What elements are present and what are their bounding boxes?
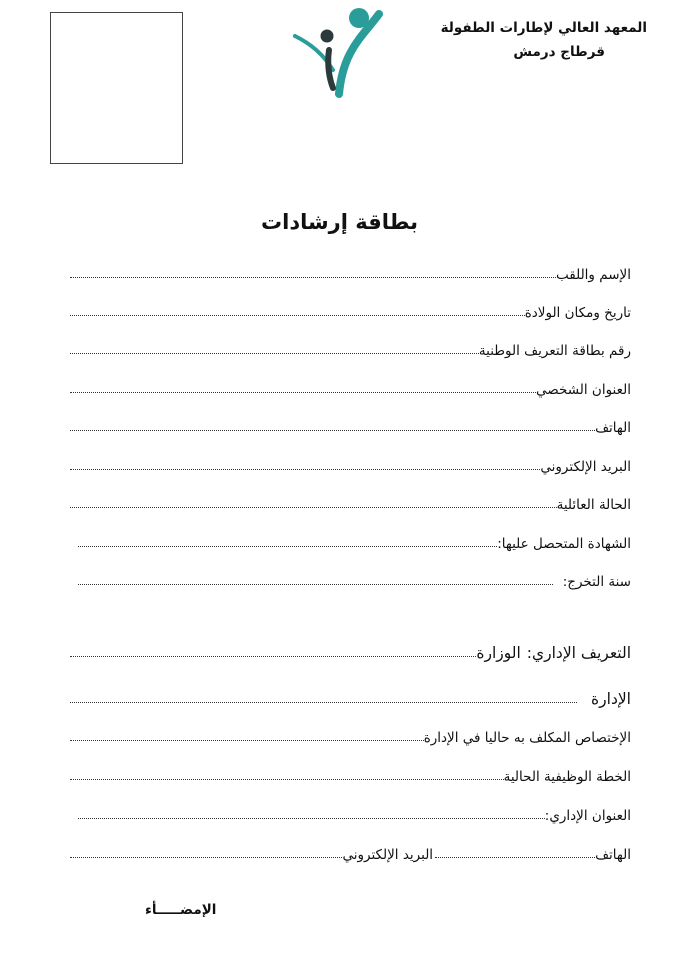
institution-line2: قرطاج درمش: [513, 44, 605, 60]
field-label: الخطة الوظيفية الحالية: [503, 769, 631, 785]
field-diploma[interactable]: [76, 524, 631, 552]
fill-line[interactable]: [70, 857, 342, 858]
field-label: سنة التخرج:: [562, 574, 631, 590]
field-admin-ministry[interactable]: [68, 634, 631, 662]
field-personal-address[interactable]: [68, 370, 631, 398]
field-label: البريد الإلكتروني: [540, 459, 631, 475]
field-admin-address[interactable]: [76, 796, 631, 824]
fill-line[interactable]: [70, 702, 577, 703]
page-title: بطاقة إرشادات: [261, 210, 418, 234]
institution-name: [427, 16, 647, 64]
signature-label: الإمضـــــأء: [145, 902, 217, 918]
fill-line[interactable]: [70, 353, 479, 354]
field-label: رقم بطاقة التعريف الوطنية: [478, 343, 631, 359]
fill-line[interactable]: [435, 857, 595, 858]
fill-line[interactable]: [70, 315, 525, 316]
institution-line1: المعهد العالي لإطارات الطفولة: [440, 20, 647, 36]
fill-line[interactable]: [70, 430, 595, 431]
fill-line[interactable]: [70, 507, 557, 508]
fill-line[interactable]: [78, 584, 553, 585]
field-admin-contact[interactable]: [68, 835, 631, 863]
field-graduation-year[interactable]: [76, 562, 631, 590]
admin-email-label: البريد الإلكتروني: [342, 847, 434, 863]
admin-heading: التعريف الإداري:: [526, 644, 631, 662]
field-label: العنوان الشخصي: [536, 382, 631, 398]
field-label: تاريخ ومكان الولادة: [524, 305, 631, 321]
field-label: الهاتف: [595, 420, 631, 436]
field-label: الإسم واللقب: [556, 267, 631, 283]
fill-line[interactable]: [70, 469, 540, 470]
field-marital-status[interactable]: [68, 485, 631, 513]
institute-logo-icon: [293, 6, 383, 98]
fill-line[interactable]: [70, 392, 536, 393]
field-email[interactable]: [68, 447, 631, 475]
photo-box: [50, 12, 183, 164]
admin-phone-label: الهاتف: [595, 847, 631, 863]
field-label: الإختصاص المكلف به حاليا في الإدارة: [423, 730, 631, 746]
field-administration[interactable]: [68, 680, 631, 708]
field-label: الشهادة المتحصل عليها:: [497, 536, 631, 552]
field-label: الحالة العائلية: [556, 497, 631, 513]
field-current-specialty[interactable]: [68, 718, 631, 746]
field-national-id[interactable]: [68, 331, 631, 359]
fill-line[interactable]: [78, 818, 545, 819]
field-current-position[interactable]: [68, 757, 631, 785]
field-label: العنوان الإداري:: [544, 808, 631, 824]
field-name[interactable]: [68, 255, 631, 283]
fill-line[interactable]: [78, 546, 497, 547]
fill-line[interactable]: [70, 656, 476, 657]
fill-line[interactable]: [70, 740, 424, 741]
ministry-label: الوزارة: [476, 644, 521, 662]
field-birth[interactable]: [68, 293, 631, 321]
field-label: الإدارة: [591, 690, 631, 708]
field-phone[interactable]: [68, 408, 631, 436]
fill-line[interactable]: [70, 277, 556, 278]
fill-line[interactable]: [70, 779, 504, 780]
